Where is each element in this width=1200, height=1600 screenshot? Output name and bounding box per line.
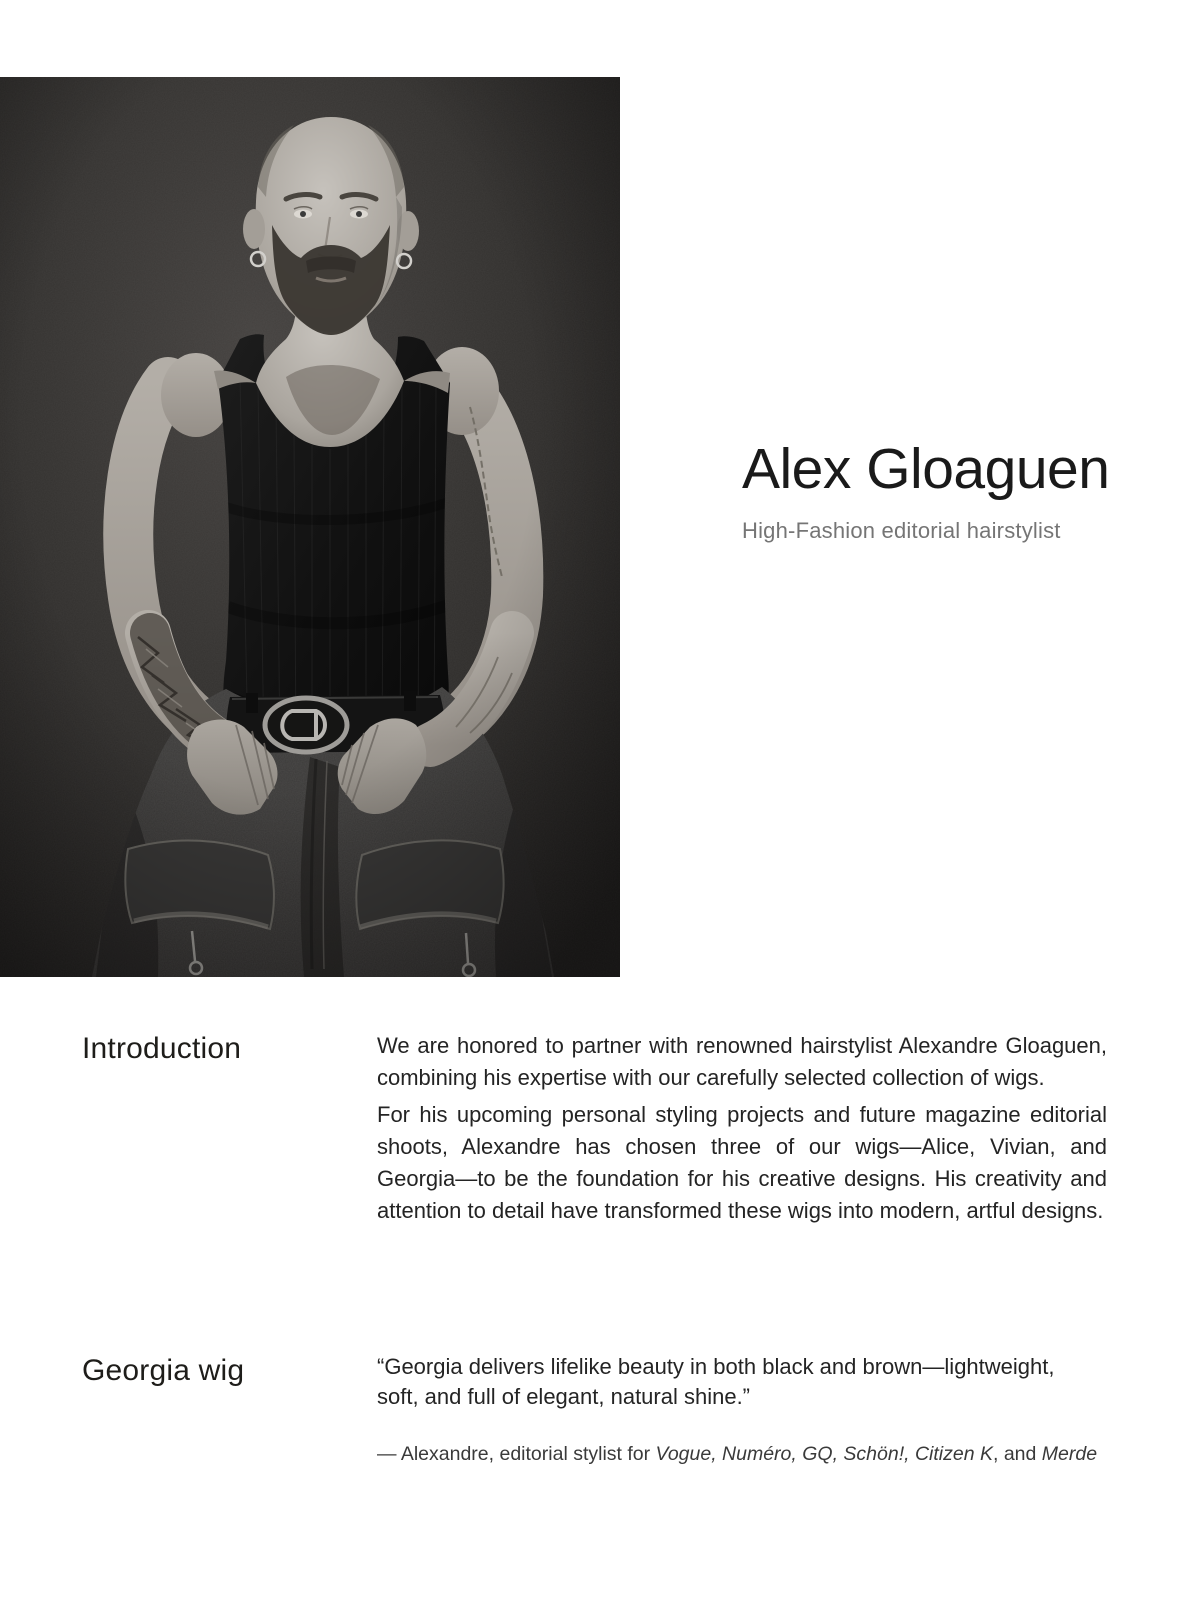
profile-name: Alex Gloaguen (742, 437, 1110, 501)
georgia-body (377, 1352, 1107, 1467)
attribution-segment: , and (992, 1443, 1042, 1465)
attribution-segment: — Alexandre, editorial stylist for (377, 1443, 656, 1465)
profile-subtitle: High-Fashion editorial hairstylist (742, 517, 1061, 543)
intro-paragraph-2: For his upcoming personal styling projects and future magazine editorial shoots, Alexandre has chosen three of our wigs—Alice, Vivian, and Georgia—to be the foundation for his creative designs. His creativity and attention to detail have transformed these wigs into modern, artful designs. (377, 1102, 1107, 1223)
hero-photo (0, 77, 620, 977)
section-georgia-wig (82, 1352, 1107, 1467)
attribution-segment-magazine: Merde (1041, 1443, 1098, 1465)
portrait-illustration (0, 77, 620, 977)
intro-paragraph-1: We are honored to partner with renowned hairstylist Alexandre Gloaguen, combining his expertise with our carefully selected collection of wigs. (377, 1033, 1107, 1090)
section-heading-introduction: Introduction (82, 1032, 242, 1065)
georgia-quote: “Georgia delivers lifelike beauty in both black and brown—lightweight, soft, and full of elegant, natural shine.” (377, 1354, 1055, 1409)
hero-text-block (742, 438, 1109, 544)
section-introduction (82, 1030, 1107, 1227)
section-heading-georgia-wig: Georgia wig (82, 1354, 245, 1387)
introduction-body (377, 1030, 1107, 1227)
quote-attribution (377, 1442, 1107, 1467)
attribution-segment-magazines: Vogue, Numéro, GQ, Schön!, Citizen K (655, 1443, 993, 1465)
